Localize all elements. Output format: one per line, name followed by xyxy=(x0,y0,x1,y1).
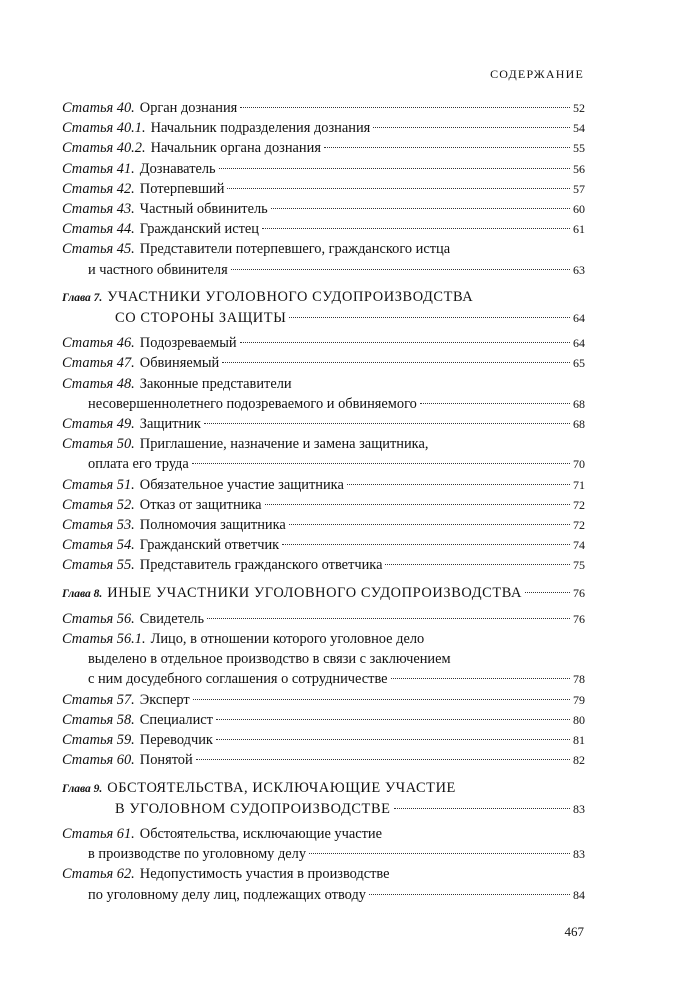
toc-article xyxy=(62,515,585,535)
toc-article xyxy=(62,179,585,199)
toc-page-number: 70 xyxy=(573,457,585,472)
article-number: Статья 41. xyxy=(62,160,135,177)
toc-article xyxy=(62,138,585,158)
toc-article xyxy=(62,353,585,373)
article-title: Дознаватель xyxy=(139,160,216,177)
chapter-title: ИНЫЕ УЧАСТНИКИ УГОЛОВНОГО СУДОПРОИЗВОДСТВА xyxy=(107,584,522,601)
toc-line xyxy=(62,434,585,454)
toc-line xyxy=(62,609,585,629)
toc-page-number: 78 xyxy=(573,672,585,687)
toc-line xyxy=(62,138,585,158)
article-title: Потерпевший xyxy=(139,180,225,197)
toc-article xyxy=(62,159,585,179)
article-number: Статья 51. xyxy=(62,476,135,493)
article-number: Статья 60. xyxy=(62,752,135,769)
article-number: Статья 55. xyxy=(62,557,135,574)
article-number: Статья 62. xyxy=(62,866,135,883)
toc-article xyxy=(62,710,585,730)
toc-line xyxy=(62,778,585,799)
toc-article xyxy=(62,98,585,118)
chapter-number: Глава 8. xyxy=(62,587,103,600)
toc-line xyxy=(62,239,585,259)
toc-article xyxy=(62,414,585,434)
toc-line xyxy=(62,219,585,239)
toc-page-number: 76 xyxy=(573,611,585,626)
toc-article xyxy=(62,629,585,690)
dot-leader xyxy=(231,269,570,270)
article-title: Свидетель xyxy=(139,610,205,627)
article-title: Гражданский истец xyxy=(139,221,259,238)
article-title: несовершеннолетнего подозреваемого и обвиняемого xyxy=(88,395,417,412)
toc-article xyxy=(62,864,585,904)
article-title: Обвиняемый xyxy=(139,355,220,372)
toc-page-number: 61 xyxy=(573,222,585,237)
chapter-title: ОБСТОЯТЕЛЬСТВА, ИСКЛЮЧАЮЩИЕ УЧАСТИЕ xyxy=(107,779,456,796)
toc-line xyxy=(62,159,585,179)
toc-page-number: 83 xyxy=(573,801,585,816)
table-of-contents xyxy=(62,98,585,905)
toc-page-number: 68 xyxy=(573,417,585,432)
dot-leader xyxy=(525,592,570,593)
article-number: Статья 43. xyxy=(62,201,135,218)
dot-leader xyxy=(309,853,570,854)
article-title: с ним досудебного соглашения о сотрудничестве xyxy=(88,671,388,688)
article-title: Начальник органа дознания xyxy=(150,140,321,157)
chapter-title: УЧАСТНИКИ УГОЛОВНОГО СУДОПРОИЗВОДСТВА xyxy=(107,288,474,305)
toc-page-number: 63 xyxy=(573,262,585,277)
toc-line xyxy=(62,864,585,884)
toc-line xyxy=(62,649,585,669)
article-title: Гражданский ответчик xyxy=(139,537,280,554)
toc-line xyxy=(62,885,585,905)
toc-page-number: 56 xyxy=(573,161,585,176)
toc-article xyxy=(62,555,585,575)
article-number: Статья 47. xyxy=(62,355,135,372)
toc-article xyxy=(62,333,585,353)
dot-leader xyxy=(385,564,570,565)
toc-article xyxy=(62,199,585,219)
article-title: Переводчик xyxy=(139,732,213,749)
dot-leader xyxy=(420,403,570,404)
article-title: Защитник xyxy=(139,416,201,433)
toc-page-number: 81 xyxy=(573,733,585,748)
dot-leader xyxy=(369,894,570,895)
article-number: Статья 61. xyxy=(62,825,135,842)
toc-page-number: 74 xyxy=(573,538,585,553)
article-title: Понятой xyxy=(139,752,193,769)
article-title: Законные представители xyxy=(139,375,292,392)
toc-line xyxy=(62,730,585,750)
toc-line xyxy=(62,583,585,604)
chapter-number: Глава 9. xyxy=(62,782,103,795)
dot-leader xyxy=(196,759,570,760)
chapter-title: СО СТОРОНЫ ЗАЩИТЫ xyxy=(115,310,287,327)
article-number: Статья 52. xyxy=(62,496,135,513)
dot-leader xyxy=(207,618,570,619)
toc-article xyxy=(62,374,585,414)
toc-article xyxy=(62,434,585,474)
toc-line xyxy=(62,333,585,353)
toc-page-number: 79 xyxy=(573,692,585,707)
article-title: Эксперт xyxy=(139,691,190,708)
toc-page-number: 84 xyxy=(573,887,585,902)
toc-line xyxy=(62,824,585,844)
toc-line xyxy=(62,374,585,394)
article-title: Представители потерпевшего, гражданского истца xyxy=(139,241,451,258)
article-number: Статья 50. xyxy=(62,436,135,453)
toc-line xyxy=(62,260,585,280)
article-title: Частный обвинитель xyxy=(139,201,268,218)
toc-page-number: 83 xyxy=(573,847,585,862)
toc-line xyxy=(62,475,585,495)
toc-line xyxy=(62,353,585,373)
article-number: Статья 44. xyxy=(62,221,135,238)
toc-page-number: 80 xyxy=(573,712,585,727)
running-head: СОДЕРЖАНИЕ xyxy=(490,67,584,81)
article-number: Статья 45. xyxy=(62,241,135,258)
toc-page-number: 64 xyxy=(573,336,585,351)
dot-leader xyxy=(373,127,570,128)
toc-chapter xyxy=(62,583,585,604)
dot-leader xyxy=(216,739,570,740)
dot-leader xyxy=(391,678,570,679)
toc-line xyxy=(62,454,585,474)
toc-page-number: 65 xyxy=(573,356,585,371)
toc-line xyxy=(62,414,585,434)
article-number: Статья 59. xyxy=(62,732,135,749)
article-number: Статья 40.2. xyxy=(62,140,146,157)
toc-line xyxy=(62,535,585,555)
toc-article xyxy=(62,495,585,515)
article-title: по уголовному делу лиц, подлежащих отводу xyxy=(88,886,366,903)
article-title: выделено в отдельное производство в связи с заключением xyxy=(88,651,451,668)
toc-article xyxy=(62,730,585,750)
article-title: Недопустимость участия в производстве xyxy=(139,866,390,883)
dot-leader xyxy=(289,317,570,318)
article-number: Статья 58. xyxy=(62,711,135,728)
toc-page-number: 52 xyxy=(573,101,585,115)
toc-page-number: 60 xyxy=(573,202,585,217)
article-number: Статья 48. xyxy=(62,375,135,392)
toc-line xyxy=(62,515,585,535)
chapter-number: Глава 7. xyxy=(62,291,103,304)
toc-line xyxy=(62,308,585,328)
article-title: оплата его труда xyxy=(88,456,189,473)
toc-page-number: 72 xyxy=(573,518,585,533)
toc-page-number: 72 xyxy=(573,497,585,512)
dot-leader xyxy=(219,168,570,169)
article-number: Статья 54. xyxy=(62,537,135,554)
article-number: Статья 40. xyxy=(62,100,135,116)
toc-chapter xyxy=(62,287,585,328)
article-title: Лицо, в отношении которого уголовное дело xyxy=(150,631,425,648)
article-number: Статья 56. xyxy=(62,610,135,627)
dot-leader xyxy=(216,719,570,720)
toc-article xyxy=(62,690,585,710)
dot-leader xyxy=(240,107,570,108)
article-number: Статья 46. xyxy=(62,335,135,352)
toc-line xyxy=(62,710,585,730)
toc-page-number: 68 xyxy=(573,396,585,411)
toc-line xyxy=(62,98,585,118)
toc-chapter xyxy=(62,778,585,819)
dot-leader xyxy=(192,463,570,464)
article-title: Начальник подразделения дознания xyxy=(150,120,371,137)
article-number: Статья 42. xyxy=(62,180,135,197)
article-title: Орган дознания xyxy=(139,100,238,116)
article-title: Обязательное участие защитника xyxy=(139,476,344,493)
toc-article xyxy=(62,750,585,770)
dot-leader xyxy=(282,544,570,545)
dot-leader xyxy=(222,362,570,363)
toc-line xyxy=(62,179,585,199)
toc-page-number: 76 xyxy=(573,585,585,600)
article-number: Статья 53. xyxy=(62,517,135,534)
toc-line xyxy=(62,394,585,414)
dot-leader xyxy=(204,423,570,424)
toc-article xyxy=(62,118,585,138)
article-title: Представитель гражданского ответчика xyxy=(139,557,383,574)
toc-article xyxy=(62,824,585,864)
article-title: в производстве по уголовному делу xyxy=(88,846,307,863)
toc-line xyxy=(62,199,585,219)
toc-line xyxy=(62,555,585,575)
toc-page-number: 54 xyxy=(573,121,585,136)
dot-leader xyxy=(227,188,570,189)
article-number: Статья 56.1. xyxy=(62,631,146,648)
article-number: Статья 57. xyxy=(62,691,135,708)
toc-line xyxy=(62,844,585,864)
toc-page-number: 82 xyxy=(573,753,585,768)
toc-line xyxy=(62,750,585,770)
toc-line xyxy=(62,629,585,649)
article-number: Статья 40.1. xyxy=(62,120,146,137)
toc-article xyxy=(62,535,585,555)
toc-page-number: 64 xyxy=(573,311,585,326)
toc-line xyxy=(62,287,585,308)
toc-article xyxy=(62,239,585,279)
toc-line xyxy=(62,118,585,138)
dot-leader xyxy=(324,147,570,148)
article-title: Специалист xyxy=(139,711,213,728)
dot-leader xyxy=(347,484,570,485)
article-title: Отказ от защитника xyxy=(139,496,262,513)
article-title: и частного обвинителя xyxy=(88,261,228,278)
toc-page-number: 57 xyxy=(573,181,585,196)
dot-leader xyxy=(271,208,570,209)
dot-leader xyxy=(394,808,570,809)
toc-line xyxy=(62,495,585,515)
toc-line xyxy=(62,690,585,710)
toc-article xyxy=(62,219,585,239)
toc-line xyxy=(62,799,585,819)
article-number: Статья 49. xyxy=(62,416,135,433)
article-title: Подозреваемый xyxy=(139,335,237,352)
dot-leader xyxy=(265,504,570,505)
article-title: Полномочия защитника xyxy=(139,517,286,534)
article-title: Приглашение, назначение и замена защитника, xyxy=(139,436,429,453)
toc-page-number: 55 xyxy=(573,141,585,156)
chapter-title: В УГОЛОВНОМ СУДОПРОИЗВОДСТВЕ xyxy=(115,800,391,817)
toc-line xyxy=(62,669,585,689)
dot-leader xyxy=(193,699,570,700)
dot-leader xyxy=(262,228,570,229)
page-number: 467 xyxy=(564,924,584,939)
toc-page-number: 71 xyxy=(573,477,585,492)
toc-page-number: 75 xyxy=(573,558,585,573)
toc-article xyxy=(62,609,585,629)
toc-article xyxy=(62,475,585,495)
dot-leader xyxy=(240,342,570,343)
article-title: Обстоятельства, исключающие участие xyxy=(139,825,383,842)
dot-leader xyxy=(289,524,570,525)
